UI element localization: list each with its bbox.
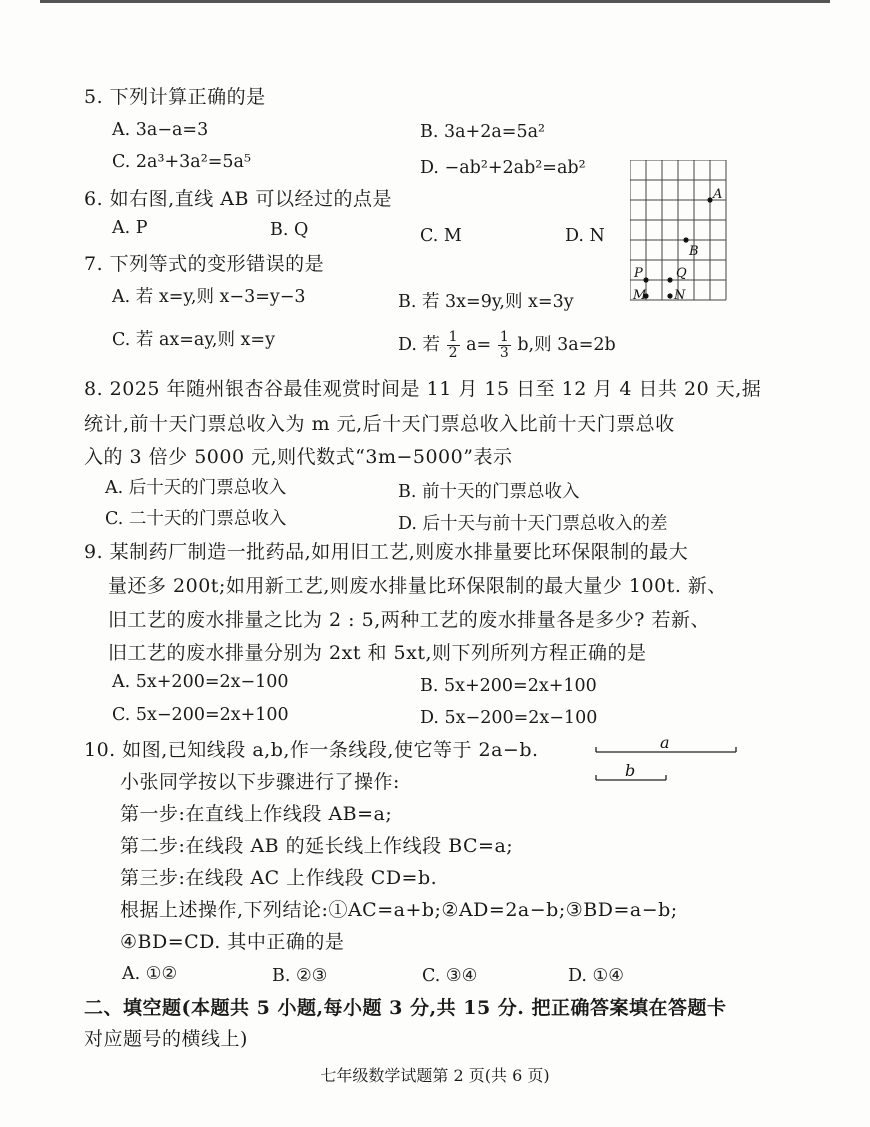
segment-a-label: a — [660, 734, 670, 752]
q7-option-d — [398, 330, 616, 361]
label-q: Q — [676, 266, 687, 281]
segment-figure — [594, 734, 744, 794]
q10-option-d: D. ①④ — [568, 966, 624, 986]
q10-option-b: B. ②③ — [272, 966, 328, 986]
q10-step3: 第三步:在线段 AC 上作线段 CD=b. — [120, 867, 438, 889]
page-footer: 七年级数学试题第 2 页(共 6 页) — [320, 1066, 550, 1085]
grid-svg — [630, 160, 728, 302]
q8-option-d: D. 后十天与前十天门票总收入的差 — [398, 514, 668, 534]
q7-stem: 7. 下列等式的变形错误的是 — [84, 253, 325, 275]
q9-line4: 旧工艺的废水排量分别为 2xt 和 5xt,则下列所列方程正确的是 — [108, 642, 647, 664]
label-b: B — [689, 244, 699, 259]
segment-svg — [594, 734, 744, 794]
q5-option-a: A. 3a−a=3 — [112, 120, 209, 140]
q9-option-a: A. 5x+200=2x−100 — [112, 672, 289, 692]
q10-line2: 小张同学按以下步骤进行了操作: — [120, 771, 400, 793]
q6-option-d: D. N — [565, 226, 605, 246]
q10-conclusion-2: ④BD=CD. 其中正确的是 — [120, 931, 345, 953]
label-m: M — [633, 288, 647, 302]
q8-line3: 入的 3 倍少 5000 元,则代数式“3m−5000”表示 — [84, 446, 513, 468]
point-n — [667, 293, 672, 298]
section2-heading: 二、填空题(本题共 5 小题,每小题 3 分,共 15 分. 把正确答案填在答题卡 — [84, 997, 727, 1019]
q5-option-b: B. 3a+2a=5a² — [420, 122, 546, 142]
q7-d-f2-num: 1 — [499, 329, 509, 345]
point-q — [667, 277, 672, 282]
q7-d-f1-num: 1 — [448, 329, 458, 345]
q7-d-fraction-2 — [498, 330, 511, 361]
q6-option-c: C. M — [420, 226, 462, 246]
q9-line2: 量还多 200t;如用新工艺,则废水排量比环保限制的最大量少 100t. 新、 — [108, 575, 727, 597]
point-b — [683, 237, 688, 242]
q10-step1: 第一步:在直线上作线段 AB=a; — [120, 803, 393, 825]
grid-figure — [630, 160, 728, 302]
q10-line1: 10. 如图,已知线段 a,b,作一条线段,使它等于 2a−b. — [84, 739, 539, 761]
q10-conclusion-1: 根据上述操作,下列结论:①AC=a+b;②AD=2a−b;③BD=a−b; — [120, 899, 678, 921]
top-border — [40, 0, 830, 3]
q9-line3: 旧工艺的废水排量之比为 2 : 5,两种工艺的废水排量各是多少? 若新、 — [108, 609, 710, 631]
q9-option-b: B. 5x+200=2x+100 — [420, 676, 597, 696]
q10-option-a: A. ①② — [122, 964, 178, 984]
q9-line1: 9. 某制药厂制造一批药品,如用旧工艺,则废水排量要比环保限制的最大 — [84, 541, 689, 563]
q6-option-b: B. Q — [270, 220, 309, 240]
q6-stem: 6. 如右图,直线 AB 可以经过的点是 — [84, 188, 392, 210]
q8-line1: 8. 2025 年随州银杏谷最佳观赏时间是 11 月 15 日至 12 月 4 日共 20 天,据 — [84, 378, 762, 400]
q9-option-d: D. 5x−200=2x−100 — [420, 708, 598, 728]
q8-option-c: C. 二十天的门票总收入 — [105, 509, 287, 529]
q7-option-a: A. 若 x=y,则 x−3=y−3 — [112, 287, 306, 307]
section2-heading-cont: 对应题号的横线上) — [84, 1028, 248, 1050]
q5-option-c: C. 2a³+3a²=5a⁵ — [112, 152, 251, 172]
q8-option-a: A. 后十天的门票总收入 — [105, 478, 287, 498]
q7-d-prefix: D. 若 — [398, 335, 441, 355]
q7-d-suffix: b,则 3a=2b — [517, 335, 616, 355]
q7-d-mid: a= — [466, 335, 492, 355]
q5-option-d: D. −ab²+2ab²=ab² — [420, 158, 586, 178]
q8-line2: 统计,前十天门票总收入为 m 元,后十天门票总收入比前十天门票总收 — [84, 413, 675, 435]
point-a — [707, 197, 712, 202]
q6-option-a: A. P — [112, 218, 148, 238]
q5-stem: 5. 下列计算正确的是 — [84, 86, 266, 108]
q7-option-c: C. 若 ax=ay,则 x=y — [112, 330, 275, 350]
q9-option-c: C. 5x−200=2x+100 — [112, 705, 289, 725]
label-a: A — [713, 187, 723, 202]
q7-d-f2-den: 3 — [499, 345, 509, 361]
q7-option-b: B. 若 3x=9y,则 x=3y — [398, 292, 574, 312]
q7-d-fraction-1 — [447, 330, 460, 361]
label-n: N — [674, 288, 686, 302]
point-p — [643, 277, 648, 282]
q7-d-f1-den: 2 — [448, 345, 458, 361]
q10-option-c: C. ③④ — [422, 966, 478, 986]
q10-step2: 第二步:在线段 AB 的延长线上作线段 BC=a; — [120, 835, 514, 857]
segment-b-label: b — [625, 761, 636, 780]
label-p: P — [634, 266, 643, 281]
q8-option-b: B. 前十天的门票总收入 — [398, 482, 580, 502]
